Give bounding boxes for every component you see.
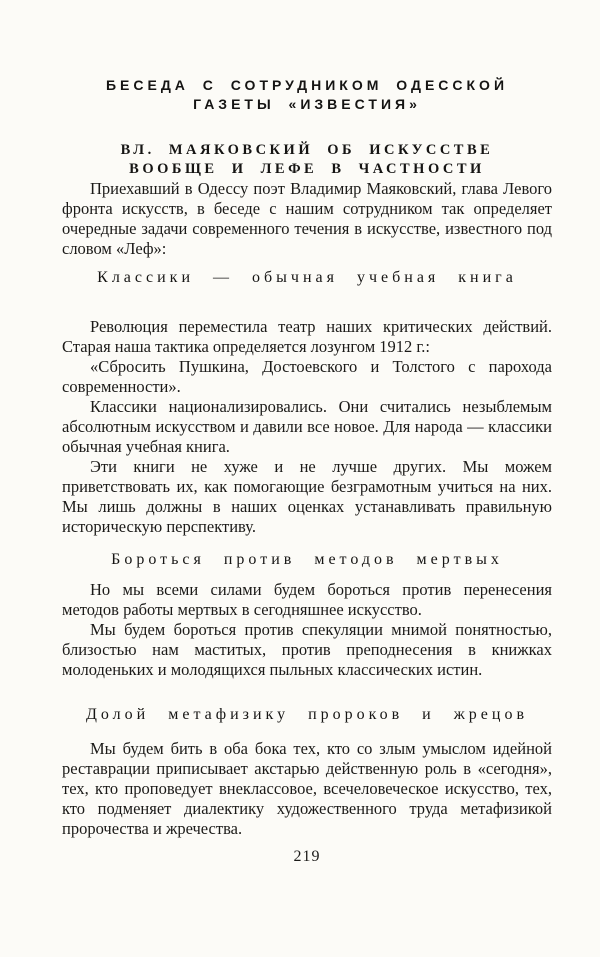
section-heading: Классики — обычная учебная книга — [97, 269, 517, 286]
page-number: 219 — [293, 848, 321, 865]
article-subtitle-line-2: ВООБЩЕ И ЛЕФЕ В ЧАСТНОСТИ — [129, 161, 485, 177]
section-fight-dead-methods — [62, 550, 552, 680]
paragraph: Классики национализировались. Они считались незыблемым абсолютным искусством и давили все новое. Для народа — классики обычная учебная книга. — [62, 397, 552, 456]
section-classics — [62, 268, 552, 537]
section-down-with-metaphysics — [62, 705, 552, 839]
article-title-line-2: ГАЗЕТЫ «ИЗВЕСТИЯ» — [193, 96, 421, 112]
paragraph: «Сбросить Пушкина, Достоевского и Толстого с парохода современности». — [62, 357, 552, 396]
section-heading: Долой метафизику пророков и жрецов — [85, 706, 529, 723]
article-title — [62, 76, 552, 114]
article-subtitle — [62, 141, 552, 179]
intro-paragraph: Приехавший в Одессу поэт Владимир Маяковский, глава Левого фронта искусств, в беседе с нашим сотрудником так определяет очередные задачи современного течения в искусстве, известного под словом «Леф»: — [62, 179, 552, 258]
paragraph: Мы будем бороться против спекуляции мнимой понятностью, близостью нам маститых, против преподнесения в книжках молоденьких и молодящихся пыльных классических истин. — [62, 620, 552, 679]
article-title-line-1: БЕСЕДА С СОТРУДНИКОМ ОДЕССКОЙ — [105, 77, 509, 93]
article-subtitle-line-1: ВЛ. МАЯКОВСКИЙ ОБ ИСКУССТВЕ — [120, 142, 494, 158]
section-heading: Бороться против методов мертвых — [111, 551, 503, 568]
paragraph: Эти книги не хуже и не лучше других. Мы можем приветствовать их, как помогающие безграмотным учиться на них. Мы лишь должны в наших оценках устанавливать правильную историческую перспективу. — [62, 457, 552, 536]
paragraph: Но мы всеми силами будем бороться против перенесения методов работы мертвых в сегодняшнее искусство. — [62, 580, 552, 619]
paragraph: Мы будем бить в оба бока тех, кто со злым умыслом идейной реставрации приписывает акстарью действенную роль в «сегодня», тех, кто проповедует внеклассовое, всечеловеческое искусство, тех, кто подменяет диалектику художественного труда метафизикой пророчества и жречества. — [62, 739, 552, 838]
paragraph: Революция переместила театр наших критических действий. Старая наша тактика определяется лозунгом 1912 г.: — [62, 317, 552, 356]
